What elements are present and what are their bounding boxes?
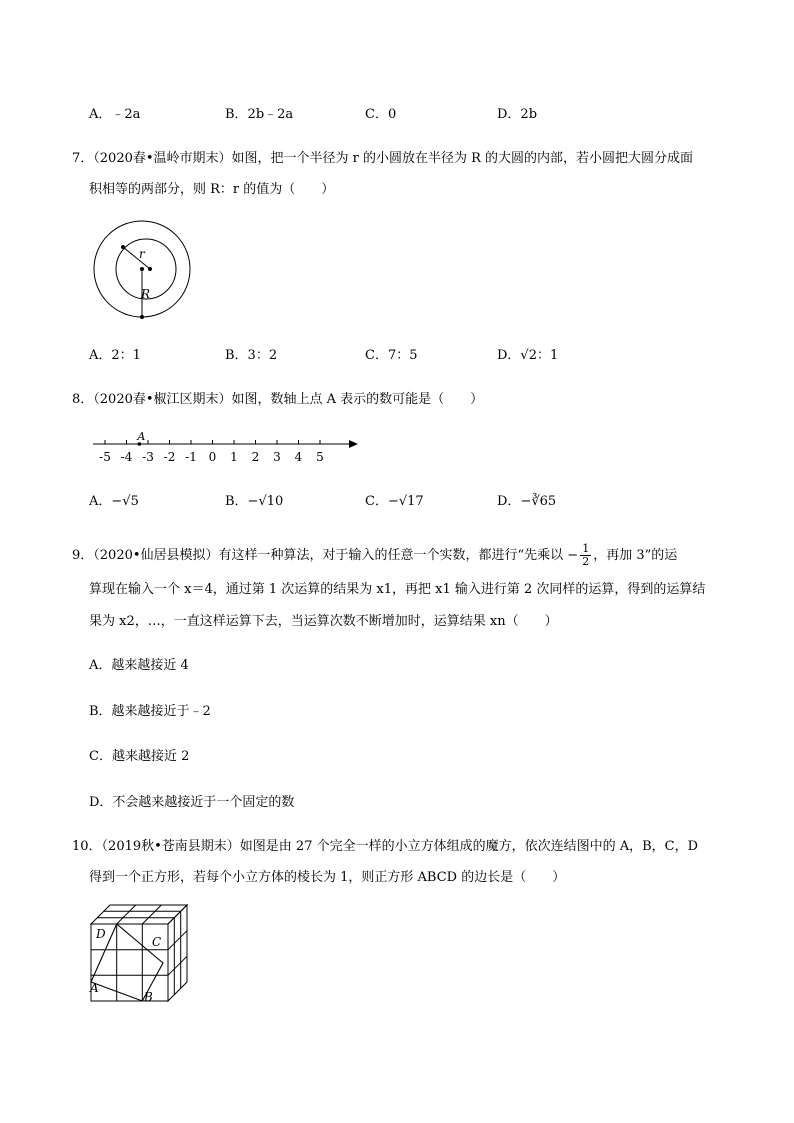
q9-stem-line3: 果为 x2，…，一直这样运算下去，当运算次数不断增加时，运算结果 xn（ ） [89,614,558,629]
label-R: R [141,287,151,301]
q7-circles-figure [90,218,196,324]
q8-stem: 8．（2020春•椒江区期末）如图，数轴上点 A 表示的数可能是（ ） [72,392,484,407]
point-a-label: A [137,430,146,443]
label-B: B [144,990,153,1004]
q6-option-a[interactable]: A．﹣2a [89,107,141,122]
q8-option-d[interactable]: D．−∛65 [497,494,557,509]
q9-option-c[interactable]: C．越来越接近 2 [89,749,190,764]
q9-option-b[interactable]: B．越来越接近于﹣2 [89,704,211,719]
tick-label: 1 [230,450,238,464]
q10-stem-line1: 10．（2019秋•苍南县期末）如图是由 27 个完全一样的小立方体组成的魔方，依次连结图中的 A，B，C，D [72,839,699,854]
q9-option-a[interactable]: A．越来越接近 4 [89,658,189,673]
q7-option-d[interactable]: D．√2：1 [497,348,559,363]
q8-option-c[interactable]: C．−√17 [365,494,424,509]
tick-label: -5 [99,450,111,464]
tick-label: -1 [185,450,197,464]
tick-label: -3 [142,450,154,464]
tick-label: 4 [294,450,303,464]
q6-option-b[interactable]: B．2b﹣2a [225,107,294,122]
q6-option-d[interactable]: D．2b [497,107,538,122]
label-C: C [152,935,162,949]
q6-option-c[interactable]: C．0 [365,107,397,122]
q9-fraction: $\frac{1}{2}$ [582,542,590,568]
q8-option-a[interactable]: A．−√5 [89,494,139,509]
q9-stem-line1 [72,543,677,568]
tick-label: -4 [120,450,133,464]
q10-cube-figure [88,900,192,1006]
q7-option-b[interactable]: B．3：2 [225,348,278,363]
label-A: A [90,981,99,995]
q7-option-a[interactable]: A．2：1 [89,348,141,363]
tick-label: 2 [251,450,260,464]
tick-label: -2 [163,450,176,464]
q7-stem-line1: 7．（2020春•温岭市期末）如图，把一个半径为 r 的小圆放在半径为 R 的大圆的内部，若小圆把大圆分成面 [72,151,694,166]
tick-label: 5 [316,450,324,464]
label-D: D [96,927,106,941]
q9-stem-line2: 算现在输入一个 x＝4，通过第 1 次运算的结果为 x1，再把 x1 输入进行第 2 次同样的运算，得到的运算结 [89,582,706,597]
label-r: r [139,247,145,261]
q7-option-c[interactable]: C．7：5 [365,348,418,363]
q8-number-line [90,428,362,468]
q9-stem-line1-post: ，再加 3”的运 [593,548,678,563]
q9-option-d[interactable]: D．不会越来越接近于一个固定的数 [89,795,295,810]
q8-option-b[interactable]: B．−√10 [225,494,284,509]
tick-label: 0 [208,450,217,464]
q7-stem-line2: 积相等的两部分，则 R：r 的值为（ ） [89,182,335,197]
q10-stem-line2: 得到一个正方形，若每个小立方体的棱长为 1，则正方形 ABCD 的边长是（ ） [89,870,566,885]
q9-stem-line1-pre: 9．（2020•仙居县模拟）有这样一种算法，对于输入的任意一个实数，都进行“先乘以 − [72,548,579,563]
tick-label: 3 [273,450,281,464]
